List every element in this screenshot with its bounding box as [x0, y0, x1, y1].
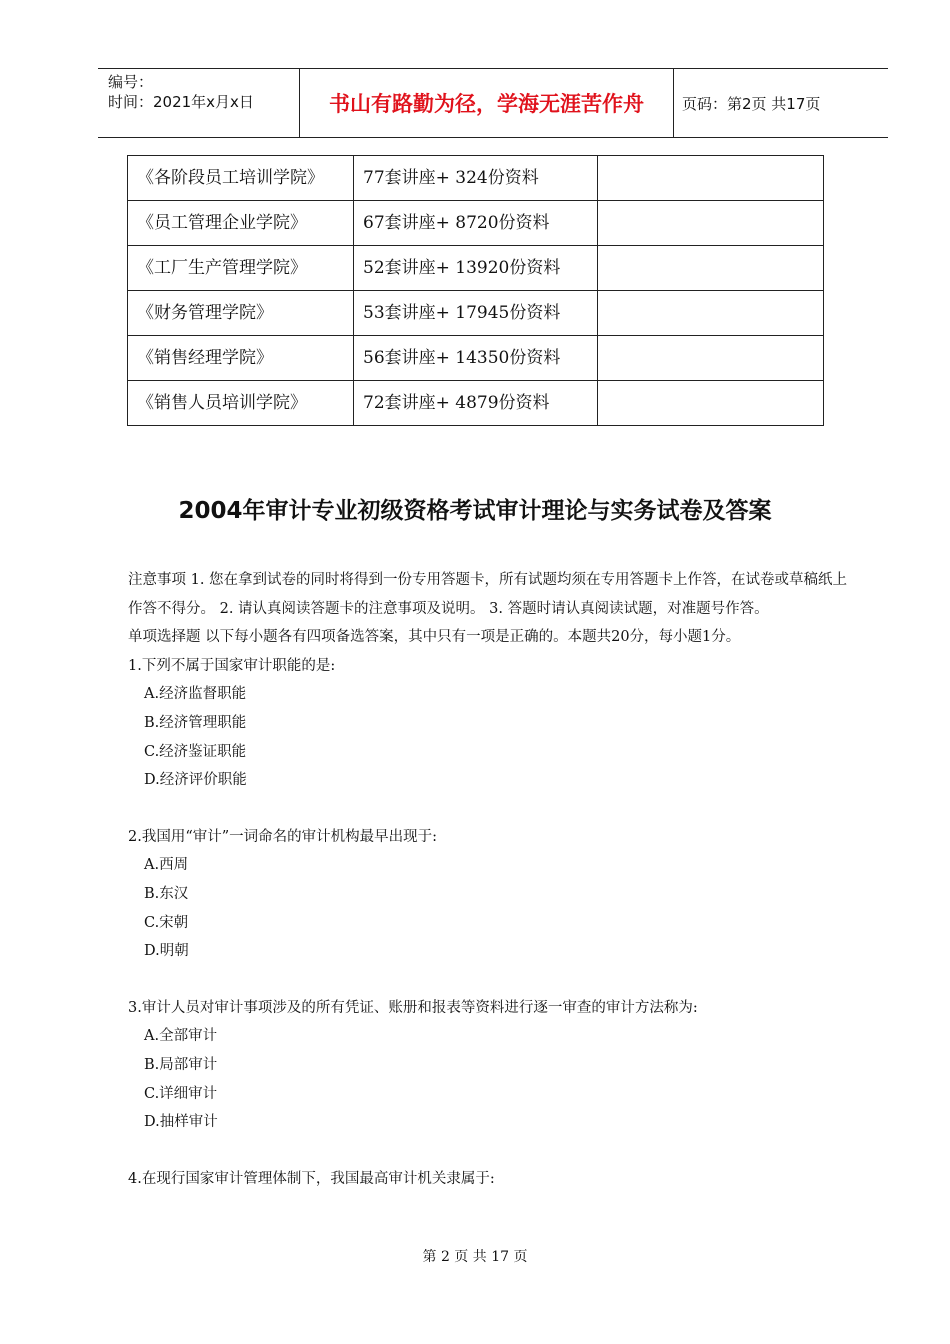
question-option: A.西周 — [144, 857, 189, 874]
table-cell-note — [598, 291, 824, 336]
table-cell-content: 72套讲座+ 4879份资料 — [354, 381, 598, 426]
spacer — [128, 966, 850, 994]
question-option: D.明朝 — [144, 943, 189, 960]
question-stem: 3.审计人员对审计事项涉及的所有凭证、账册和报表等资料进行逐一审查的审计方法称为: — [128, 999, 698, 1016]
header-meta — [98, 69, 300, 137]
table-cell-name: 《员工管理企业学院》 — [128, 201, 354, 246]
table-cell-note — [598, 336, 824, 381]
question-option: C.经济鉴证职能 — [144, 743, 247, 760]
page-info: 页码：第2页 共17页 — [682, 94, 821, 113]
question-option: A.经济监督职能 — [144, 686, 247, 703]
question-option: C.宋朝 — [144, 914, 189, 931]
question-stem: 2.我国用“审计”一词命名的审计机构最早出现于: — [128, 828, 438, 845]
table-cell-content: 56套讲座+ 14350份资料 — [354, 336, 598, 381]
question-option: C.详细审计 — [144, 1085, 218, 1102]
question-option: B.东汉 — [144, 885, 189, 902]
table-row — [128, 381, 824, 426]
table-cell-content: 77套讲座+ 324份资料 — [354, 156, 598, 201]
question-option: A.全部审计 — [144, 1028, 218, 1045]
section-heading: 单项选择题 以下每小题各有四项备选答案，其中只有一项是正确的。本题共20分，每小题1分。 — [128, 629, 741, 646]
question-stem: 4.在现行国家审计管理体制下，我国最高审计机关隶属于: — [128, 1170, 495, 1187]
table-row — [128, 156, 824, 201]
table-cell-note — [598, 246, 824, 291]
table-cell-content: 67套讲座+ 8720份资料 — [354, 201, 598, 246]
table-row — [128, 336, 824, 381]
table-cell-name: 《销售经理学院》 — [128, 336, 354, 381]
exam-body — [128, 566, 850, 1193]
header-motto-cell — [300, 69, 674, 137]
library-table — [127, 155, 824, 426]
header-page-cell — [674, 69, 888, 137]
table-cell-content: 52套讲座+ 13920份资料 — [354, 246, 598, 291]
number-label: 编号： — [108, 73, 154, 91]
table-cell-name: 《财务管理学院》 — [128, 291, 354, 336]
table-cell-name: 《销售人员培训学院》 — [128, 381, 354, 426]
table-cell-note — [598, 201, 824, 246]
table-cell-note — [598, 156, 824, 201]
table-row — [128, 246, 824, 291]
question-stem: 1.下列不属于国家审计职能的是: — [128, 657, 336, 674]
page-header — [98, 68, 888, 138]
table-cell-name: 《各阶段员工培训学院》 — [128, 156, 354, 201]
spacer — [128, 795, 850, 823]
motto: 书山有路勤为径，学海无涯苦作舟 — [329, 92, 644, 116]
page-footer: 第 2 页 共 17 页 — [422, 1249, 528, 1265]
table-row — [128, 291, 824, 336]
table-cell-note — [598, 381, 824, 426]
time-label: 时间：2021年x月x日 — [108, 93, 254, 111]
question-option: B.局部审计 — [144, 1056, 218, 1073]
exam-notice: 注意事项 1. 您在拿到试卷的同时将得到一份专用答题卡，所有试题均须在专用答题卡上作答，在试卷或草稿纸上作答不得分。 2. 请认真阅读答题卡的注意事项及说明。 3. 答题时请认真阅读试题，对准题号作答。 — [128, 572, 848, 617]
table-cell-name: 《工厂生产管理学院》 — [128, 246, 354, 291]
question-option: B.经济管理职能 — [144, 714, 247, 731]
exam-title: 2004年审计专业初级资格考试审计理论与实务试卷及答案 — [178, 498, 772, 524]
question-option: D.抽样审计 — [144, 1114, 218, 1131]
table-row — [128, 201, 824, 246]
question-option: D.经济评价职能 — [144, 772, 247, 789]
table-cell-content: 53套讲座+ 17945份资料 — [354, 291, 598, 336]
spacer — [128, 1137, 850, 1165]
